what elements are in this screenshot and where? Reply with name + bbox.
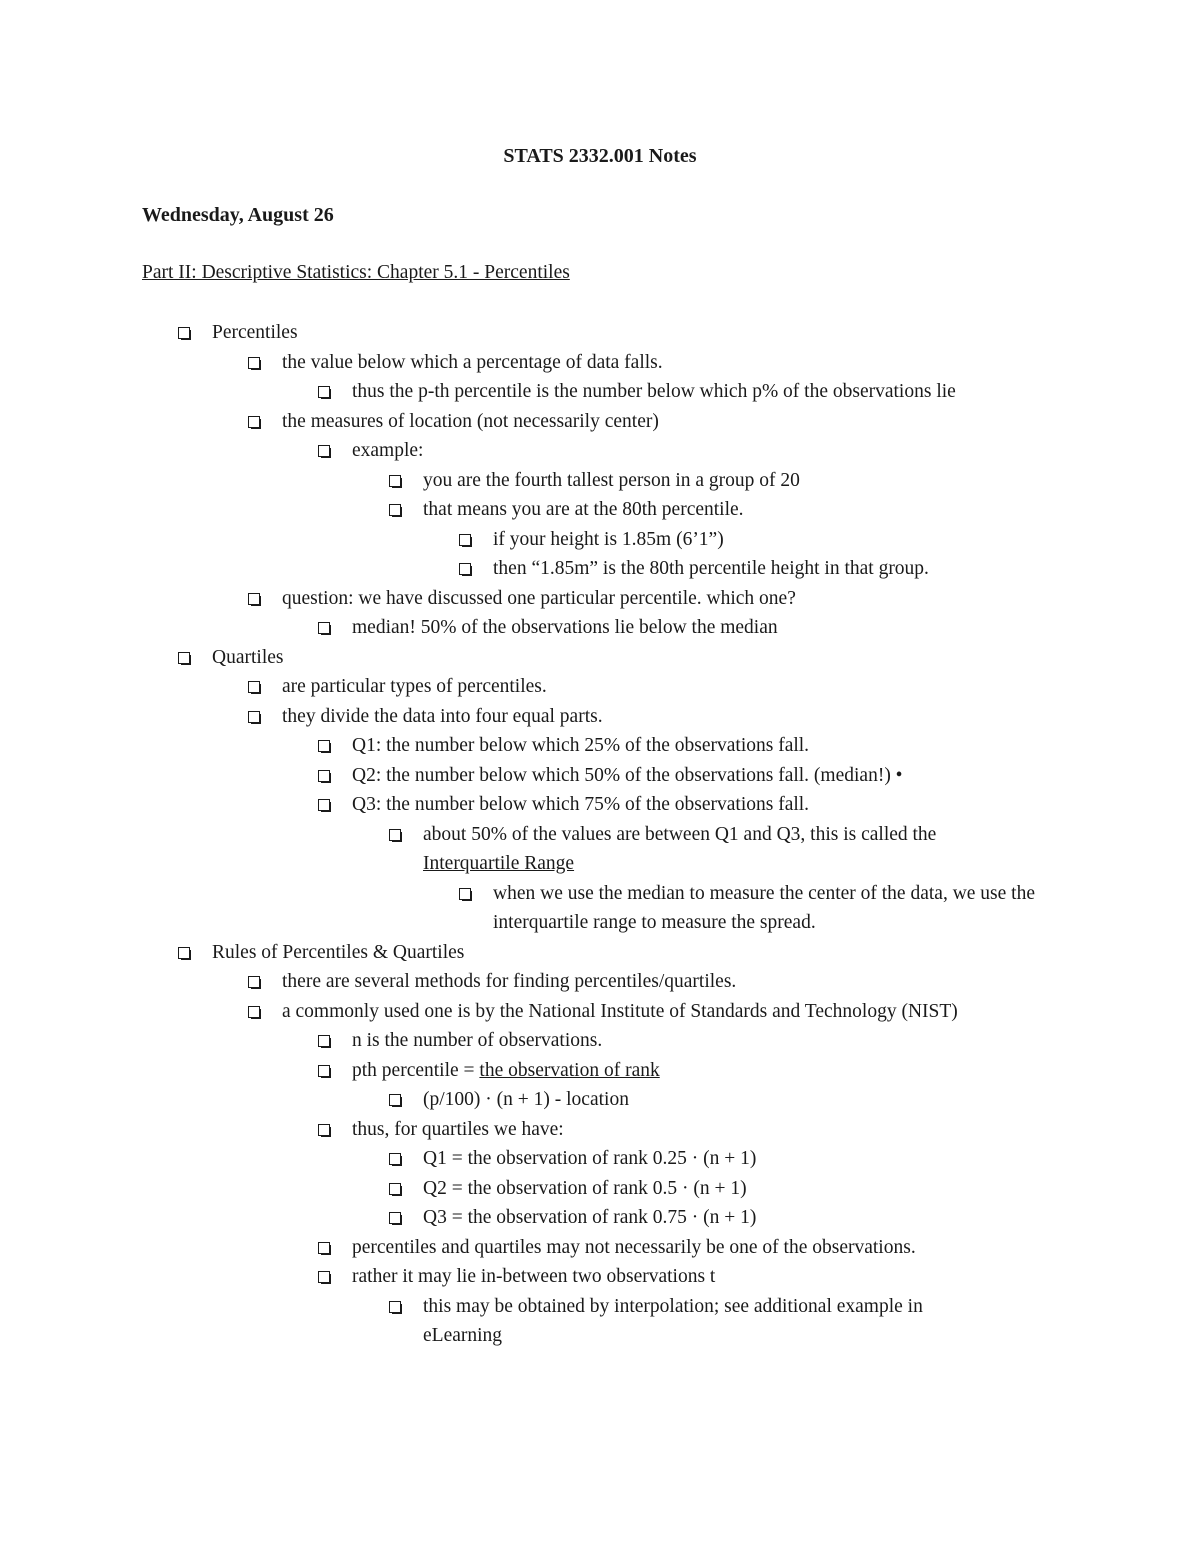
list-item-text <box>352 1060 660 1081</box>
checkbox-bullet-icon <box>248 357 262 370</box>
list-item <box>0 1085 1200 1115</box>
checkbox-bullet-icon <box>318 1065 332 1078</box>
checkbox-bullet-icon <box>318 1035 332 1048</box>
list-item-label: Q1: the number below which 25% of the observations fall. <box>352 735 810 756</box>
list-item-label: Q3: the number below which 75% of the observations fall. <box>352 794 810 815</box>
underlined-term: Interquartile Range <box>423 853 575 874</box>
checkbox-bullet-icon <box>318 1242 332 1255</box>
list-item <box>0 1233 1200 1263</box>
list-item <box>0 1115 1200 1145</box>
list-item <box>0 731 1200 761</box>
checkbox-bullet-icon <box>178 947 192 960</box>
list-item-label: Q2: the number below which 50% of the observations fall. (median!) • <box>352 764 903 786</box>
list-item-label: thus, for quartiles we have: <box>352 1118 564 1140</box>
list-item <box>0 643 1200 673</box>
checkbox-bullet-icon <box>459 888 473 901</box>
checkbox-bullet-icon <box>389 829 403 842</box>
list-item <box>0 495 1200 525</box>
checkbox-bullet-icon <box>318 770 332 783</box>
list-item-label: example: <box>352 440 424 461</box>
list-item <box>0 613 1200 643</box>
list-item <box>0 1026 1200 1056</box>
list-item <box>0 879 1200 938</box>
checkbox-bullet-icon <box>318 445 332 458</box>
list-item-label: the value below which a percentage of data falls. <box>282 351 663 373</box>
list-item-label: that means you are at the 80th percentile. <box>423 499 744 520</box>
list-item <box>0 466 1200 496</box>
list-item-label: Q3 = the observation of rank 0.75 · (n + 1) <box>423 1207 757 1228</box>
list-item-label: when we use the median to measure the center of the data, we use the interquartile range to measure the spread. <box>493 882 1035 933</box>
list-item-label: then “1.85m” is the 80th percentile height in that group. <box>493 558 929 579</box>
list-item <box>0 584 1200 614</box>
list-item-text <box>212 322 298 343</box>
list-item-text <box>423 820 983 879</box>
list-item-text <box>282 706 603 727</box>
list-item-label: you are the fourth tallest person in a group of 20 <box>423 469 800 491</box>
checkbox-bullet-icon <box>248 976 262 989</box>
list-item-text <box>423 1089 629 1110</box>
list-item <box>0 702 1200 732</box>
list-item <box>0 672 1200 702</box>
checkbox-bullet-icon <box>178 327 192 340</box>
list-item-text <box>423 499 744 520</box>
list-item-label: there are several methods for finding percentiles/quartiles. <box>282 971 737 992</box>
checkbox-bullet-icon <box>248 1006 262 1019</box>
list-item-text <box>282 352 663 373</box>
list-item <box>0 554 1200 584</box>
notes-outline <box>0 318 1200 1351</box>
list-item <box>0 525 1200 555</box>
list-item-label: Q1 = the observation of rank 0.25 · (n + 1) <box>423 1148 757 1169</box>
lecture-date: Wednesday, August 26 <box>142 204 334 226</box>
list-item-label: rather it may lie in-between two observations t <box>352 1266 716 1287</box>
list-item <box>0 790 1200 820</box>
list-item-text <box>352 794 809 815</box>
list-item-text <box>212 942 464 963</box>
list-item-text <box>352 381 956 402</box>
list-item-label: n is the number of observations. <box>352 1030 603 1051</box>
list-item-label: (p/100) · (n + 1) - location <box>423 1089 629 1110</box>
list-item-text <box>282 1001 958 1022</box>
list-item <box>0 407 1200 437</box>
checkbox-bullet-icon <box>389 1183 403 1196</box>
list-item-text <box>493 879 1053 938</box>
list-item-label: about 50% of the values are between Q1 and Q3, this is called the <box>423 823 937 845</box>
list-item-label: Rules of Percentiles & Quartiles <box>212 941 465 963</box>
checkbox-bullet-icon <box>318 622 332 635</box>
list-item <box>0 1262 1200 1292</box>
checkbox-bullet-icon <box>318 1271 332 1284</box>
list-item-label: this may be obtained by interpolation; see additional example in eLearning <box>423 1295 923 1346</box>
checkbox-bullet-icon <box>389 1153 403 1166</box>
list-item <box>0 1203 1200 1233</box>
checkbox-bullet-icon <box>459 534 473 547</box>
list-item-label: Percentiles <box>212 322 298 343</box>
list-item <box>0 938 1200 968</box>
checkbox-bullet-icon <box>318 799 332 812</box>
checkbox-bullet-icon <box>389 1212 403 1225</box>
list-item-label: question: we have discussed one particular percentile. which one? <box>282 587 796 609</box>
list-item <box>0 820 1200 879</box>
checkbox-bullet-icon <box>459 563 473 576</box>
list-item-text <box>423 1292 983 1351</box>
list-item-label: they divide the data into four equal parts. <box>282 705 603 727</box>
checkbox-bullet-icon <box>389 504 403 517</box>
list-item-text <box>423 470 800 491</box>
checkbox-bullet-icon <box>248 681 262 694</box>
list-item <box>0 1292 1200 1351</box>
list-item-label: thus the p-th percentile is the number below which p% of the observations lie <box>352 381 956 402</box>
list-item-text <box>282 411 659 432</box>
checkbox-bullet-icon <box>318 740 332 753</box>
list-item <box>0 997 1200 1027</box>
list-item <box>0 761 1200 791</box>
list-item-text <box>212 647 283 668</box>
list-item <box>0 1144 1200 1174</box>
checkbox-bullet-icon <box>389 1301 403 1314</box>
list-item-label: median! 50% of the observations lie below the median <box>352 617 778 638</box>
list-item-label: Q2 = the observation of rank 0.5 · (n + 1) <box>423 1177 747 1199</box>
list-item <box>0 967 1200 997</box>
checkbox-bullet-icon <box>248 593 262 606</box>
checkbox-bullet-icon <box>248 711 262 724</box>
document-title: STATS 2332.001 Notes <box>503 145 697 167</box>
list-item-text <box>352 617 778 638</box>
list-item-text <box>352 765 903 786</box>
list-item-label: are particular types of percentiles. <box>282 676 547 697</box>
checkbox-bullet-icon <box>318 1124 332 1137</box>
list-item-label: Quartiles <box>212 646 284 668</box>
list-item-label: pth percentile = <box>352 1059 480 1081</box>
list-item <box>0 348 1200 378</box>
list-item <box>0 377 1200 407</box>
checkbox-bullet-icon <box>318 386 332 399</box>
list-item <box>0 1174 1200 1204</box>
list-item <box>0 1056 1200 1086</box>
list-item-label: a commonly used one is by the National Institute of Standards and Technology (NIST) <box>282 1000 958 1022</box>
list-item <box>0 318 1200 348</box>
list-item-text <box>352 1266 715 1287</box>
checkbox-bullet-icon <box>178 652 192 665</box>
list-item-text <box>352 735 809 756</box>
list-item-label: the measures of location (not necessarily center) <box>282 410 659 432</box>
checkbox-bullet-icon <box>248 416 262 429</box>
list-item <box>0 436 1200 466</box>
list-item-text <box>352 1030 602 1051</box>
list-item-text <box>423 1148 756 1169</box>
list-item-label: if your height is 1.85m (6’1”) <box>493 528 724 550</box>
section-heading: Part II: Descriptive Statistics: Chapter 5.1 - Percentiles <box>142 262 570 283</box>
list-item-label: percentiles and quartiles may not necessarily be one of the observations. <box>352 1236 916 1258</box>
list-item-text <box>423 1207 756 1228</box>
list-item-text <box>493 529 724 550</box>
list-item-text <box>282 588 796 609</box>
list-item-text <box>282 971 736 992</box>
list-item-text <box>352 1119 564 1140</box>
checkbox-bullet-icon <box>389 475 403 488</box>
checkbox-bullet-icon <box>389 1094 403 1107</box>
list-item-text <box>352 440 423 461</box>
list-item-text <box>493 558 929 579</box>
list-item-text <box>423 1178 747 1199</box>
list-item-text <box>352 1237 916 1258</box>
list-item-text <box>282 676 547 697</box>
underlined-term: the observation of rank <box>479 1059 660 1081</box>
